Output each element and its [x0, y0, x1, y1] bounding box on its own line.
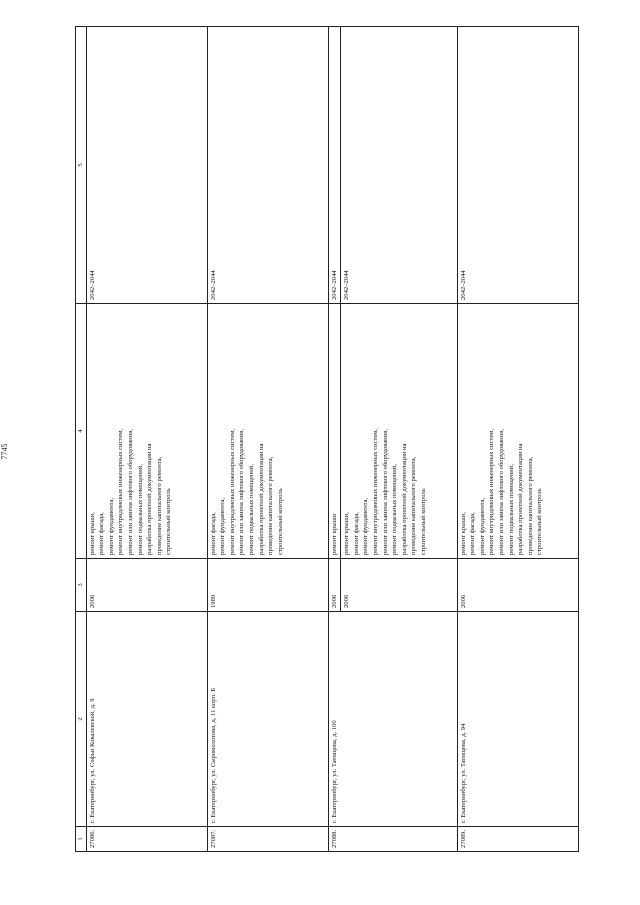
row-year: 2006	[86, 559, 207, 612]
work-item: ремонт внутридомовых инженерных систем,	[488, 428, 496, 555]
work-item: ремонт или замена лифтового оборудования,	[126, 429, 134, 555]
work-item: ремонт подвальных помещений,	[507, 464, 515, 555]
col-header-2: 2	[76, 612, 87, 827]
document-sheet	[75, 52, 573, 852]
row-works	[328, 304, 457, 559]
row-period: 2042–2044	[457, 27, 578, 304]
work-item: разработка проектной документации на	[517, 443, 525, 555]
work-item: разработка проектной документации на	[257, 443, 265, 555]
year-value: 2006	[343, 594, 351, 608]
work-item: ремонт фасада,	[352, 512, 360, 555]
sub-period: 2042–2044	[329, 27, 342, 303]
row-address: г. Екатеринбург, ул. Софьи Ковалевской, д. 9	[86, 612, 207, 827]
work-item: ремонт внутридомовых инженерных систем,	[371, 428, 379, 555]
work-item: проведение капитального ремонта,	[155, 456, 163, 555]
col-header-4: 4	[76, 304, 87, 559]
work-item: ремонт фасада,	[209, 512, 217, 555]
work-item: ремонт внутридомовых инженерных систем,	[117, 428, 125, 555]
work-item: ремонт фундамента,	[219, 497, 227, 555]
row-address: г. Екатеринбург, ул. Татищева, д. 94	[457, 612, 578, 827]
row-number: 27087.	[207, 827, 328, 852]
work-item: проведение капитального ремонта,	[267, 456, 275, 555]
col-header-3: 3	[76, 559, 87, 612]
work-item: ремонт фасада,	[469, 512, 477, 555]
row-works	[207, 304, 328, 559]
row-address: г. Екатеринбург, ул. Сыромолотова, д. 11 корп. Б	[207, 612, 328, 827]
rotated-table-wrapper	[75, 52, 573, 852]
work-item: ремонт подвальных помещений,	[391, 464, 399, 555]
row-year: 2006	[457, 559, 578, 612]
work-item: разработка проектной документации на	[146, 443, 154, 555]
sub-work: ремонт крыши	[329, 304, 342, 558]
work-item: ремонт подвальных помещений,	[136, 464, 144, 555]
work-item: ремонт крыши,	[459, 512, 467, 555]
table-row	[328, 27, 457, 852]
table-row	[457, 27, 578, 852]
work-item: ремонт фундамента,	[362, 497, 370, 555]
work-item: ремонт или замена лифтового оборудования,	[381, 429, 389, 555]
work-item: проведение капитального ремонта,	[526, 456, 534, 555]
col-header-1: 1	[76, 827, 87, 852]
work-item: строительный контроль	[419, 488, 427, 555]
row-year	[328, 559, 457, 612]
work-item: разработка проектной документации на	[400, 443, 408, 555]
work-item: ремонт фасада,	[98, 512, 106, 555]
repair-schedule-table	[75, 26, 579, 852]
row-period	[328, 27, 457, 304]
period-value: 2042–2044	[343, 270, 351, 300]
work-item: ремонт подвальных помещений,	[247, 464, 255, 555]
work-item: строительный контроль	[165, 488, 173, 555]
work-item: ремонт крыши,	[88, 512, 96, 555]
row-works	[86, 304, 207, 559]
col-header-5: 5	[76, 27, 87, 304]
row-period: 2042–2044	[86, 27, 207, 304]
sub-year: 2006	[329, 559, 342, 611]
work-item: ремонт или замена лифтового оборудования,	[497, 429, 505, 555]
work-item: ремонт внутридомовых инженерных систем,	[228, 428, 236, 555]
row-period: 2042–2044	[207, 27, 328, 304]
table-row	[86, 27, 207, 852]
row-address: г. Екатеринбург, ул. Татищева, д. 100	[328, 612, 457, 827]
work-item: ремонт крыши,	[343, 512, 351, 555]
work-item: ремонт фундамента,	[478, 497, 486, 555]
row-number: 27089.	[457, 827, 578, 852]
work-item: строительный контроль	[536, 488, 544, 555]
row-year: 1989	[207, 559, 328, 612]
row-number: 27088.	[328, 827, 457, 852]
column-number-row	[76, 27, 87, 852]
page-number: 7745	[0, 443, 9, 460]
work-item: проведение капитального ремонта,	[410, 456, 418, 555]
table-row	[207, 27, 328, 852]
work-item: строительный контроль	[276, 488, 284, 555]
row-works	[457, 304, 578, 559]
row-number: 27086.	[86, 827, 207, 852]
work-item: ремонт или замена лифтового оборудования,	[238, 429, 246, 555]
work-item: ремонт фундамента,	[107, 497, 115, 555]
